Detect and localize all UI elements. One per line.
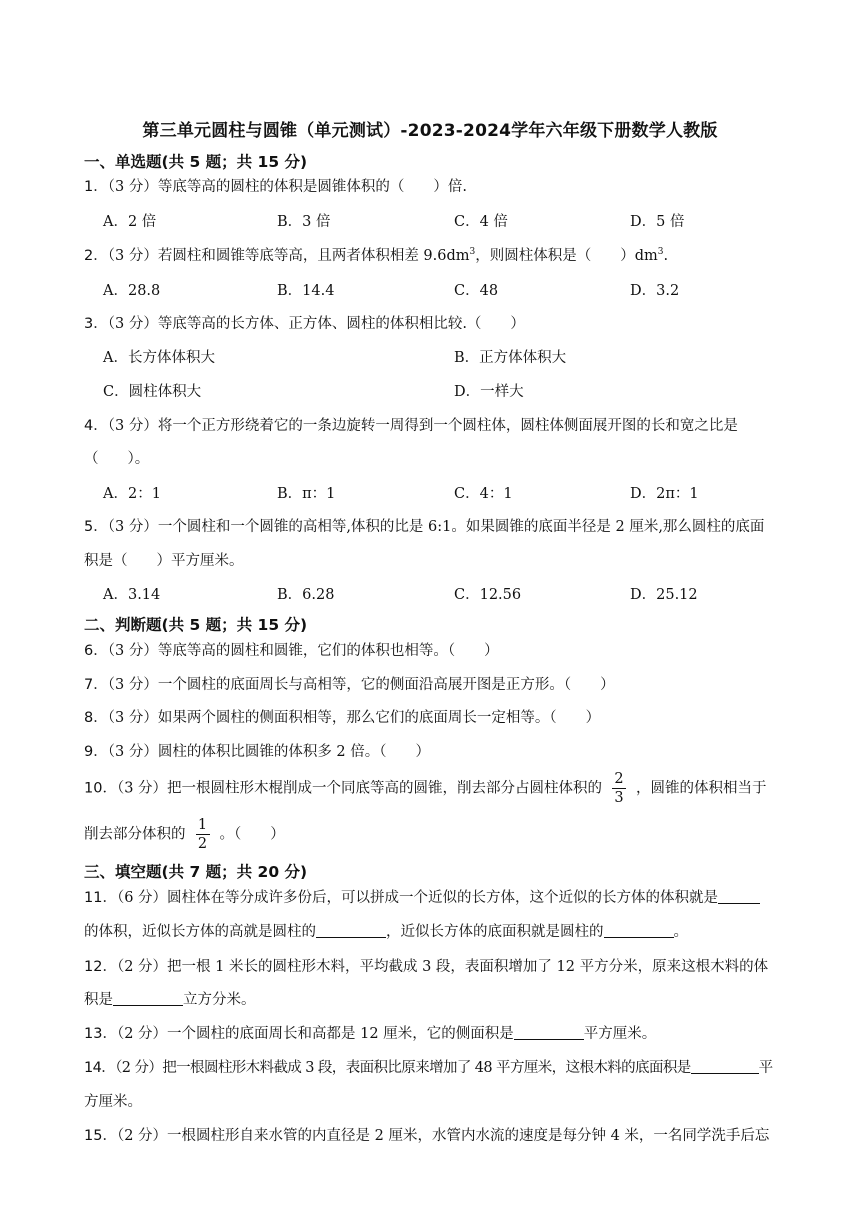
question-text: 。（ ） (219, 826, 285, 843)
answer-blank[interactable] (604, 923, 674, 938)
question-score: （3 分） (116, 780, 168, 797)
section-heading-fill-blank: 三、填空题(共 7 题；共 20 分) (84, 863, 308, 881)
question-number: 2． (84, 248, 108, 264)
option-b: B．正方体体积大 (454, 350, 567, 366)
question-text: 圆柱体在等分成许多份后，可以拼成一个近似的长方体，这个近似的长方体的体积就是 (167, 890, 719, 906)
question-number: 7． (84, 677, 108, 693)
question-text: 等底等高的圆柱的体积是圆锥体积的（ ）倍. (157, 179, 467, 195)
question-text: 的体积，近似长方体的高就是圆柱的 (84, 924, 316, 940)
question-text: 平 (758, 1060, 773, 1076)
question-number: 11． (84, 890, 117, 906)
question-score: （2 分） (116, 1128, 168, 1144)
option-d: D．25.12 (630, 587, 698, 603)
question-text: ，圆锥的体积相当于 (636, 780, 767, 797)
question-text: 一个圆柱和一个圆锥的高相等,体积的比是 6:1。如果圆锥的底面半径是 2 厘米,那么圆柱的底面 (157, 519, 765, 535)
question-text: 把一根圆柱形木料截成 3 段，表面积比原来增加了 48 平方厘米，这根木料的底面积是 (162, 1060, 691, 1076)
question-6 (84, 641, 499, 661)
question-text: 积是 (84, 992, 113, 1008)
question-text: 一个圆柱的底面周长和高都是 12 厘米，它的侧面积是 (167, 1026, 514, 1042)
option-c: C．圆柱体积大 (103, 384, 202, 400)
question-5 (84, 517, 764, 537)
question-score: （2 分） (116, 959, 168, 975)
answer-blank[interactable] (113, 991, 183, 1006)
question-score: （3 分） (107, 710, 158, 726)
option-d: D．一样大 (454, 384, 524, 400)
question-text: 等底等高的圆柱和圆锥，它们的体积也相等。（ ） (157, 643, 499, 659)
option-b: B．14.4 (277, 283, 335, 299)
option-d: D．5 倍 (630, 214, 685, 230)
option-c: C．4：1 (454, 486, 513, 502)
question-10 (84, 770, 767, 807)
answer-blank[interactable] (691, 1059, 759, 1074)
question-number: 9． (84, 744, 108, 760)
question-text: 把一根 1 米长的圆柱形木料，平均截成 3 段，表面积增加了 12 平方分米，原来这根木料的体 (167, 959, 769, 975)
question-text: 削去部分体积的 (84, 826, 186, 843)
question-score: （3 分） (107, 643, 158, 659)
question-1 (84, 177, 467, 197)
question-15 (84, 1126, 769, 1146)
question-number: 10． (84, 780, 117, 797)
superscript: 3 (657, 247, 664, 258)
question-7 (84, 675, 615, 695)
option-d: D．3.2 (630, 283, 680, 299)
fraction-numerator: 2 (614, 771, 624, 787)
question-score: （2 分） (115, 1060, 163, 1076)
question-5-continued: 积是（ ）平方厘米。 (84, 553, 244, 569)
question-score: （3 分） (107, 248, 158, 264)
question-number: 12． (84, 959, 117, 975)
question-text: 把一根圆柱形木棍削成一个同底等高的圆锥，削去部分占圆柱体积的 (167, 780, 603, 797)
question-text: . (663, 248, 669, 264)
question-12 (84, 957, 768, 977)
question-text: 如果两个圆柱的侧面积相等，那么它们的底面周长一定相等。（ ） (157, 710, 601, 726)
question-4 (84, 416, 738, 436)
question-4-continued: （ ）。 (84, 451, 150, 467)
option-b: B．π：1 (277, 486, 336, 502)
answer-blank[interactable] (718, 889, 760, 904)
question-14-continued: 方厘米。 (84, 1094, 142, 1110)
question-12-continued (84, 990, 256, 1010)
question-score: （3 分） (107, 179, 158, 195)
question-text: ，近似长方体的底面积就是圆柱的 (386, 924, 604, 940)
question-score: （3 分） (107, 316, 158, 332)
question-score: （3 分） (107, 744, 158, 760)
question-13 (84, 1024, 656, 1044)
fraction-denominator: 2 (197, 836, 208, 852)
option-a: A．3.14 (103, 587, 161, 603)
option-a: A．28.8 (103, 283, 161, 299)
question-number: 15． (84, 1128, 117, 1144)
answer-blank[interactable] (316, 923, 386, 938)
option-a: A．长方体体积大 (103, 350, 215, 366)
question-10-continued (84, 816, 285, 853)
question-11 (84, 888, 760, 908)
fraction (196, 816, 210, 853)
question-score: （3 分） (107, 519, 158, 535)
question-score: （6 分） (116, 890, 168, 906)
option-c: C．48 (454, 283, 499, 299)
section-heading-true-false: 二、判断题(共 5 题；共 15 分) (84, 616, 308, 634)
option-b: B．6.28 (277, 587, 335, 603)
question-3 (84, 314, 525, 334)
fraction-denominator: 3 (614, 790, 624, 806)
question-text: 等底等高的长方体、正方体、圆柱的体积相比较.（ ） (157, 316, 525, 332)
question-score: （3 分） (107, 677, 158, 693)
option-c: C．12.56 (454, 587, 522, 603)
question-2 (84, 246, 668, 266)
question-number: 5． (84, 519, 108, 535)
answer-blank[interactable] (514, 1025, 584, 1040)
superscript: 3 (469, 247, 476, 258)
question-score: （3 分） (107, 418, 158, 434)
page-title: 第三单元圆柱与圆锥（单元测试）-2023-2024学年六年级下册数学人教版 (142, 121, 718, 141)
fraction (612, 770, 626, 807)
question-text: 若圆柱和圆锥等底等高，且两者体积相差 9.6dm (157, 248, 470, 264)
question-text: 立方分米。 (183, 992, 256, 1008)
question-8 (84, 708, 600, 728)
question-text: ，则圆柱体积是（ ）dm (475, 248, 658, 264)
question-14 (84, 1058, 773, 1078)
question-text: 平方厘米。 (583, 1026, 657, 1042)
question-number: 13． (84, 1026, 117, 1042)
section-heading-single-choice: 一、单选题(共 5 题；共 15 分) (84, 153, 308, 171)
fraction-numerator: 1 (197, 817, 208, 833)
question-number: 6． (84, 643, 108, 659)
question-9 (84, 742, 430, 762)
question-number: 14． (84, 1060, 116, 1076)
question-text: 。 (673, 924, 688, 940)
question-text: 将一个正方形绕着它的一条边旋转一周得到一个圆柱体，圆柱体侧面展开图的长和宽之比是 (157, 418, 738, 434)
option-a: A．2 倍 (103, 214, 157, 230)
question-11-continued (84, 922, 688, 942)
question-score: （2 分） (116, 1026, 168, 1042)
option-b: B．3 倍 (277, 214, 331, 230)
option-a: A．2：1 (103, 486, 161, 502)
question-text: 一根圆柱形自来水管的内直径是 2 厘米，水管内水流的速度是每分钟 4 米，一名同学洗手后忘 (167, 1128, 770, 1144)
question-text: 圆柱的体积比圆锥的体积多 2 倍。（ ） (157, 744, 431, 760)
option-d: D．2π：1 (630, 486, 699, 502)
question-number: 1． (84, 179, 108, 195)
question-number: 3． (84, 316, 108, 332)
question-text: 一个圆柱的底面周长与高相等，它的侧面沿高展开图是正方形。（ ） (157, 677, 615, 693)
option-c: C．4 倍 (454, 214, 508, 230)
question-number: 8． (84, 710, 108, 726)
question-number: 4． (84, 418, 108, 434)
